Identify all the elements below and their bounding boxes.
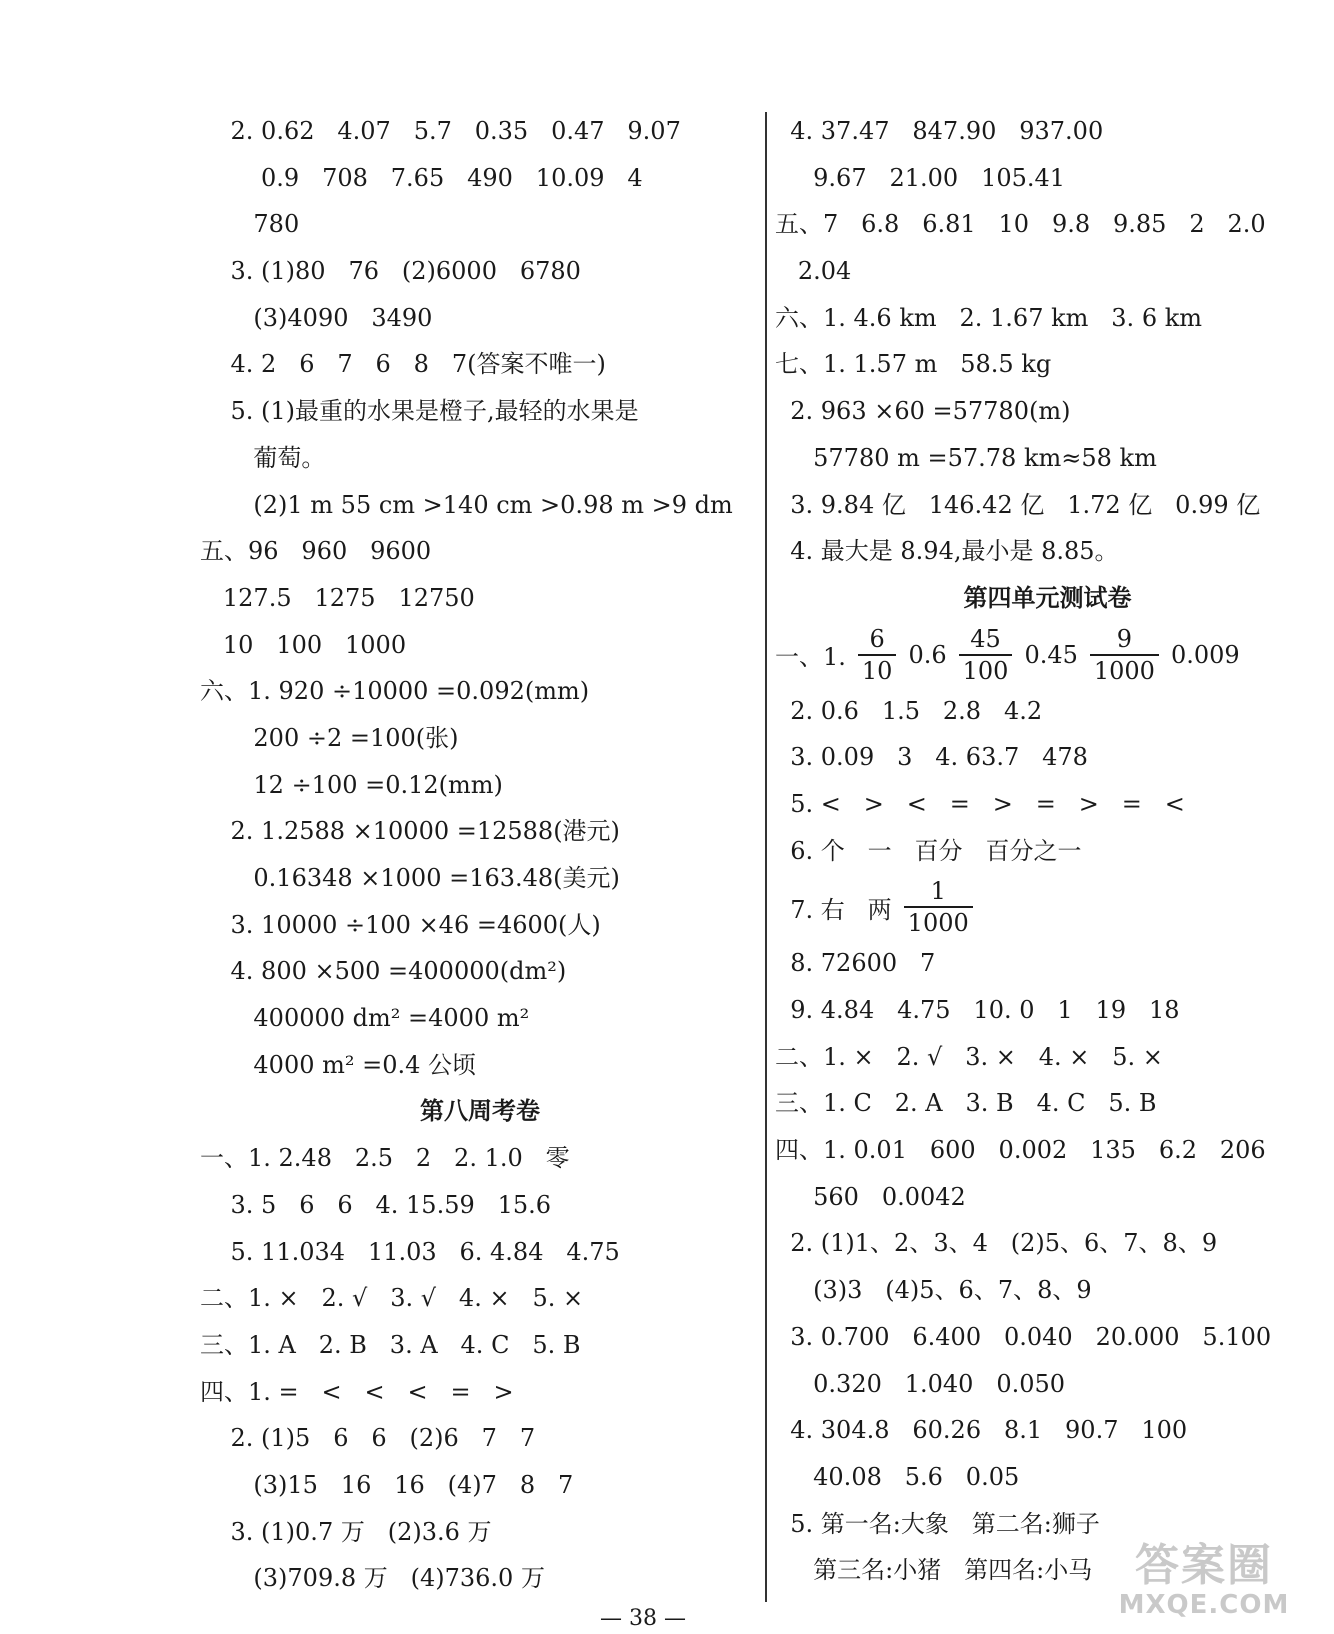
fraction bbox=[1090, 624, 1159, 686]
answer-line: 2. 1.2588 ×10000 =12588(港元) bbox=[200, 817, 620, 846]
left-column bbox=[200, 108, 760, 1602]
numerator: 6 bbox=[869, 624, 885, 653]
answer-line: 3. 0.700 6.400 0.040 20.000 5.100 bbox=[775, 1322, 1272, 1351]
numerator: 1 bbox=[930, 877, 946, 906]
answer-line: 七、1. 1.57 m 58.5 kg bbox=[775, 350, 1052, 379]
answer-line: (3)4090 3490 bbox=[200, 303, 433, 332]
left-answer-block-1 bbox=[200, 108, 760, 1088]
watermark-title: 答案圈 bbox=[1135, 1540, 1273, 1591]
answer-line: 8. 72600 7 bbox=[775, 949, 936, 978]
answer-line: 2.04 bbox=[775, 257, 852, 286]
answer-line: 三、1. C 2. A 3. B 4. C 5. B bbox=[775, 1089, 1157, 1118]
answer-line: 200 ÷2 =100(张) bbox=[200, 723, 459, 752]
answer-line: 3. 0.09 3 4. 63.7 478 bbox=[775, 743, 1088, 772]
answer-line: 2. 0.6 1.5 2.8 4.2 bbox=[775, 696, 1043, 725]
answer-line: 第三名:小猪 第四名:小马 bbox=[775, 1556, 1093, 1585]
answer-line: 780 bbox=[200, 210, 300, 239]
answer-line: 5. (1)最重的水果是橙子,最轻的水果是 bbox=[200, 397, 639, 426]
answer-line: 0.320 1.040 0.050 bbox=[775, 1369, 1066, 1398]
answer-line: 57780 m =57.78 km≈58 km bbox=[775, 443, 1157, 472]
answer-line: 4. 800 ×500 =400000(dm²) bbox=[200, 957, 567, 986]
section-heading-week8: 第八周考卷 bbox=[420, 1097, 540, 1126]
answer-line: 2. 963 ×60 =57780(m) bbox=[775, 397, 1071, 426]
answer-line: (3)709.8 万 (4)736.0 万 bbox=[200, 1564, 545, 1593]
answer-line: 3. (1)80 76 (2)6000 6780 bbox=[200, 257, 581, 286]
decimal-value: 0.009 bbox=[1170, 640, 1240, 669]
answer-line: 二、1. × 2. √ 3. √ 4. × 5. × bbox=[200, 1284, 584, 1313]
decimal-value: 0.45 bbox=[1024, 640, 1078, 669]
answer-line: 4000 m² =0.4 公顷 bbox=[200, 1050, 477, 1079]
right-answer-block-2 bbox=[775, 688, 1320, 875]
answer-line: 12 ÷100 =0.12(mm) bbox=[200, 770, 503, 799]
answer-line: 一、1. 2.48 2.5 2 2. 1.0 零 bbox=[200, 1144, 570, 1173]
answer-line: 2. 0.62 4.07 5.7 0.35 0.47 9.07 bbox=[200, 117, 681, 145]
answer-line: 四、1. 0.01 600 0.002 135 6.2 206 bbox=[775, 1136, 1266, 1165]
answer-line: 127.5 1275 12750 bbox=[200, 583, 475, 612]
answer-line: 9.67 21.00 105.41 bbox=[775, 163, 1066, 192]
unit4-question-1 bbox=[775, 622, 1320, 688]
right-answer-block-3 bbox=[775, 940, 1320, 1594]
answer-line: 葡萄。 bbox=[200, 443, 326, 472]
answer-line: 0.9 708 7.65 490 10.09 4 bbox=[200, 163, 643, 192]
answer-line: 9. 4.84 4.75 10. 0 1 19 18 bbox=[775, 996, 1180, 1024]
answer-line: 5. < > < = > = > = < bbox=[775, 789, 1185, 818]
answer-line: 三、1. A 2. B 3. A 4. C 5. B bbox=[200, 1330, 581, 1359]
answer-line: 560 0.0042 bbox=[775, 1182, 966, 1211]
fraction bbox=[959, 624, 1013, 686]
answer-line: 2. (1)1、2、3、4 (2)5、6、7、8、9 bbox=[775, 1229, 1218, 1258]
watermark-logo bbox=[1084, 1542, 1324, 1626]
answer-line: 2. (1)5 6 6 (2)6 7 7 bbox=[200, 1424, 536, 1453]
answer-line: 400000 dm² =4000 m² bbox=[200, 1004, 530, 1033]
section-heading-unit4: 第四单元测试卷 bbox=[963, 583, 1132, 612]
answer-line: 3. 5 6 6 4. 15.59 15.6 bbox=[200, 1190, 552, 1219]
answer-line: 二、1. × 2. √ 3. × 4. × 5. × bbox=[775, 1042, 1163, 1071]
denominator: 1000 bbox=[1090, 654, 1159, 686]
answer-line: 10 100 1000 bbox=[200, 630, 407, 659]
answer-line: (3)3 (4)5、6、7、8、9 bbox=[775, 1276, 1092, 1305]
q1-prefix: 一、1. bbox=[775, 643, 846, 672]
answer-line: 3. 9.84 亿 146.42 亿 1.72 亿 0.99 亿 bbox=[775, 490, 1261, 519]
answer-line: (3)15 16 16 (4)7 8 7 bbox=[200, 1470, 574, 1499]
answer-line: (2)1 m 55 cm >140 cm >0.98 m >9 dm bbox=[200, 490, 733, 519]
denominator: 1000 bbox=[904, 906, 973, 938]
answer-line: 六、1. 920 ÷10000 =0.092(mm) bbox=[200, 677, 590, 706]
answer-line: 6. 个 一 百分 百分之一 bbox=[775, 836, 1082, 865]
q7-prefix: 7. 右 两 bbox=[775, 895, 892, 924]
answer-line: 0.16348 ×1000 =163.48(美元) bbox=[200, 864, 620, 892]
column-divider bbox=[765, 112, 767, 1602]
answer-line: 5. 11.034 11.03 6. 4.84 4.75 bbox=[200, 1237, 620, 1266]
answer-line: 四、1. = < < < = > bbox=[200, 1377, 514, 1406]
answer-line: 4. 2 6 7 6 8 7(答案不唯一) bbox=[200, 350, 606, 379]
left-answer-block-2 bbox=[200, 1135, 760, 1602]
answer-line: 3. (1)0.7 万 (2)3.6 万 bbox=[200, 1517, 492, 1546]
answer-line: 4. 37.47 847.90 937.00 bbox=[775, 117, 1104, 145]
right-column bbox=[775, 108, 1320, 1594]
answer-line: 3. 10000 ÷100 ×46 =4600(人) bbox=[200, 910, 601, 939]
answer-line: 4. 304.8 60.26 8.1 90.7 100 bbox=[775, 1416, 1188, 1445]
page-number: — 38 — bbox=[600, 1606, 686, 1631]
numerator: 45 bbox=[970, 624, 1001, 653]
decimal-value: 0.6 bbox=[908, 640, 947, 669]
denominator: 100 bbox=[959, 654, 1013, 686]
numerator: 9 bbox=[1116, 624, 1133, 653]
denominator: 10 bbox=[858, 654, 897, 686]
fraction bbox=[904, 876, 973, 938]
answer-line: 六、1. 4.6 km 2. 1.67 km 3. 6 km bbox=[775, 303, 1203, 332]
watermark-url: MXQE.COM bbox=[1118, 1590, 1290, 1620]
answer-line: 5. 第一名:大象 第二名:狮子 bbox=[775, 1509, 1100, 1538]
unit4-question-7 bbox=[775, 874, 1320, 940]
right-answer-block-1 bbox=[775, 108, 1320, 575]
answer-line: 五、7 6.8 6.81 10 9.8 9.85 2 2.0 bbox=[775, 210, 1266, 239]
answer-line: 4. 最大是 8.94,最小是 8.85。 bbox=[775, 537, 1119, 566]
fraction bbox=[858, 624, 897, 686]
answer-line: 五、96 960 9600 bbox=[200, 537, 432, 566]
answer-line: 40.08 5.6 0.05 bbox=[775, 1462, 1020, 1491]
